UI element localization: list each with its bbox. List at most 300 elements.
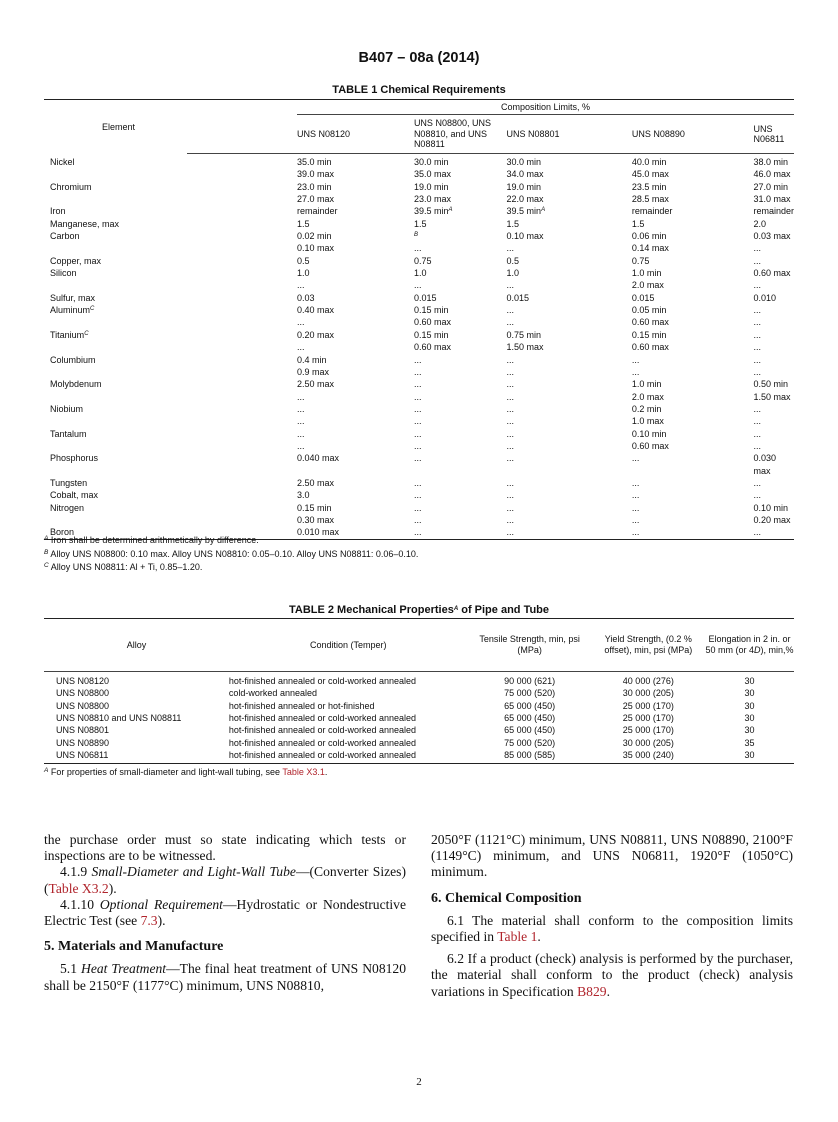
value: 0.60 max — [631, 317, 669, 328]
value: 0.10 min — [631, 428, 667, 439]
condition-cell: hot-finished annealed or cold-worked annealed — [228, 750, 417, 761]
table-row — [44, 292, 794, 304]
table-x3-1-link[interactable]: Table X3.1 — [282, 767, 325, 777]
yield-cell: 40 000 (276) — [622, 676, 674, 686]
composition-cell — [753, 230, 794, 255]
value: ... — [413, 391, 422, 402]
yield-column-header: Yield Strength, (0.2 % offset), min, psi (MPa) — [592, 619, 705, 672]
paragraph-text: —The final heat treatment of UNS N08120 shall be 2150°F (1177°C) minimum, UNS N08810, — [44, 961, 407, 993]
element-cell — [44, 452, 187, 477]
composition-cell — [632, 218, 754, 230]
composition-cell — [507, 489, 632, 501]
table-row — [44, 687, 794, 699]
table-row — [44, 230, 794, 255]
value: 0.60 max — [413, 317, 451, 328]
footnote-mark: C — [44, 562, 49, 569]
tensile-column-header: Tensile Strength, min, psi (MPa) — [468, 619, 592, 672]
yield-cell: 30 000 (205) — [622, 688, 674, 699]
value: ... — [506, 527, 515, 538]
value: 0.15 min — [413, 329, 449, 340]
section-heading: 5. Materials and Manufacture — [44, 939, 224, 955]
composition-cell — [507, 181, 632, 206]
value: 2.50 max — [296, 477, 335, 488]
paragraph-5-1 — [44, 961, 406, 993]
composition-cell — [414, 154, 507, 181]
value: ... — [506, 477, 515, 488]
composition-cell — [632, 477, 754, 489]
value: ... — [506, 243, 515, 254]
footnote-mark: B — [44, 548, 49, 556]
chemical-requirements-body — [44, 154, 794, 540]
value: 35.0 min — [296, 157, 332, 167]
composition-cell — [753, 304, 794, 329]
elongation-header-end: ), min,% — [760, 645, 794, 655]
element-cell — [44, 378, 187, 403]
footnote-mark: C — [90, 306, 95, 313]
element-name: Manganese, max — [50, 218, 120, 229]
value: ... — [506, 354, 515, 365]
composition-cell — [414, 403, 507, 428]
composition-cell — [753, 205, 794, 217]
paragraph-text: 6.2 If a product (check) analysis is performed by the purchaser, the material shall conform to the product (check) analysis variations in Specification — [431, 951, 793, 999]
value: ... — [631, 527, 640, 538]
table2-caption-suffix: of Pipe and Tube — [458, 604, 550, 616]
value: ... — [631, 514, 640, 525]
value: 0.015 — [506, 292, 530, 303]
value: ... — [296, 280, 305, 291]
composition-cell — [297, 205, 414, 217]
table-row — [44, 205, 794, 217]
value: 0.010 max — [296, 527, 340, 538]
value: 1.0 max — [631, 416, 664, 427]
footnote-mark: A — [448, 207, 453, 214]
value: 2.0 max — [631, 391, 664, 402]
table1-footnotes — [44, 533, 794, 574]
value: ... — [506, 366, 515, 377]
footnote-text: Alloy UNS N08811: Al + Ti, 0.85–1.20. — [50, 562, 203, 572]
value: 23.0 max — [413, 194, 451, 205]
value: 46.0 max — [753, 169, 791, 180]
element-name: Aluminum — [50, 305, 91, 316]
value: 0.015 — [631, 292, 655, 303]
table-row — [44, 700, 794, 712]
value: 38.0 min — [753, 157, 788, 167]
value: 0.75 min — [506, 329, 542, 340]
table-row — [44, 354, 794, 379]
right-column — [431, 832, 793, 1000]
alloy-cell: UNS N08890 — [56, 737, 110, 748]
value: 1.0 min — [631, 268, 662, 279]
composition-cell — [632, 154, 754, 181]
footnote — [44, 533, 794, 547]
value: 0.30 max — [296, 514, 335, 525]
condition-cell: hot-finished annealed or cold-worked annealed — [228, 713, 417, 724]
composition-cell — [414, 205, 507, 217]
value: ... — [413, 403, 422, 414]
value: 0.14 max — [631, 243, 669, 254]
table1-caption: TABLE 1 Chemical Requirements — [332, 84, 506, 96]
composition-cell — [753, 489, 794, 501]
value: 35.0 max — [413, 169, 451, 180]
table-row — [44, 329, 794, 354]
composition-cell — [297, 304, 414, 329]
table-1-link[interactable]: Table 1 — [497, 929, 538, 945]
composition-cell — [297, 354, 414, 379]
element-name: Tantalum — [50, 428, 87, 439]
value: ... — [753, 354, 761, 365]
value: 3.0 — [296, 490, 310, 501]
value: ... — [753, 329, 761, 340]
footnote — [44, 547, 794, 561]
condition-column-header: Condition (Temper) — [229, 619, 468, 672]
value: 0.4 min — [296, 354, 327, 365]
section-number: 4.1.10 — [60, 896, 100, 912]
value: 1.5 — [296, 218, 310, 229]
composition-cell — [414, 329, 507, 354]
element-cell — [44, 292, 187, 304]
table2-footnote — [44, 765, 794, 779]
section-title: Optional Requirement — [99, 896, 223, 912]
value: ... — [631, 453, 640, 464]
value: ... — [413, 354, 422, 365]
value: ... — [753, 243, 761, 254]
value: 0.015 — [413, 292, 437, 303]
composition-cell — [297, 452, 414, 477]
composition-cell — [507, 205, 632, 217]
value: 2.0 — [753, 218, 766, 229]
value: ... — [413, 243, 422, 254]
condition-cell: hot-finished annealed or hot-finished — [228, 700, 375, 711]
value: ... — [506, 280, 515, 291]
value: ... — [753, 440, 761, 451]
value: 0.50 min — [753, 379, 788, 390]
table-row — [44, 737, 794, 749]
element-name: Nitrogen — [50, 502, 85, 513]
paragraph-4-1-10 — [44, 897, 406, 929]
value: ... — [506, 514, 515, 525]
document-designation: B407 – 08a (2014) — [358, 50, 480, 66]
composition-cell — [632, 292, 754, 304]
value: ... — [506, 379, 515, 390]
table-row — [44, 749, 794, 764]
composition-cell — [753, 378, 794, 403]
value: ... — [413, 416, 422, 427]
paragraph-text: —Hydrostatic or Nondestructive Electric Test (see — [44, 896, 407, 929]
value: remainder — [753, 206, 794, 217]
composition-cell — [753, 154, 794, 181]
paragraph-end: . — [537, 929, 541, 945]
alloy-cell: UNS N08800 — [56, 688, 110, 699]
element-name: Chromium — [50, 181, 92, 192]
composition-cell — [414, 181, 507, 206]
value: 23.5 min — [631, 181, 667, 192]
value: 0.10 max — [506, 231, 544, 242]
element-name: Carbon — [50, 231, 80, 242]
value: 1.5 — [413, 218, 427, 229]
value: 0.030 max — [753, 453, 776, 476]
value: 0.5 — [296, 255, 310, 266]
value: ... — [413, 527, 422, 538]
section-heading: 6. Chemical Composition — [431, 890, 582, 906]
composition-cell — [632, 452, 754, 477]
composition-cell — [507, 230, 632, 255]
condition-cell: hot-finished annealed or cold-worked annealed — [228, 676, 417, 686]
value: ... — [506, 428, 515, 439]
value: ... — [296, 391, 305, 402]
composition-cell — [632, 267, 754, 292]
value: ... — [753, 342, 761, 353]
composition-cell — [414, 378, 507, 403]
table-row — [44, 304, 794, 329]
element-cell — [44, 489, 187, 501]
value: 2.0 max — [631, 280, 664, 291]
element-cell — [44, 502, 187, 527]
section-title: Heat Treatment — [81, 961, 167, 977]
elongation-column-header — [705, 619, 794, 672]
composition-cell — [632, 304, 754, 329]
footnote-mark: C — [84, 330, 89, 337]
value: 30.0 min — [413, 157, 449, 167]
elongation-cell: 30 — [744, 688, 755, 699]
value: 0.40 max — [296, 305, 335, 316]
alloy-column-header: UNS N08120 — [297, 115, 414, 154]
value: 0.03 — [296, 292, 315, 303]
composition-cell — [507, 304, 632, 329]
composition-cell — [414, 230, 507, 255]
composition-cell — [632, 181, 754, 206]
composition-cell — [632, 378, 754, 403]
value: 0.06 min — [631, 231, 667, 242]
value: 27.0 min — [753, 181, 788, 192]
value: ... — [296, 317, 305, 328]
paragraph-6-2 — [431, 951, 793, 1000]
elongation-header-text: Elongation in 2 in. or 50 mm (or 4 — [705, 634, 791, 655]
composition-cell — [297, 329, 414, 354]
elongation-cell: 30 — [744, 713, 755, 724]
tensile-cell: 65 000 (450) — [504, 725, 556, 736]
tensile-cell: 65 000 (450) — [504, 700, 556, 711]
value: 0.20 max — [753, 514, 791, 525]
tensile-cell: 65 000 (450) — [504, 713, 556, 724]
value: 19.0 min — [413, 181, 449, 192]
table-row — [44, 489, 794, 501]
alloy-column-header: Alloy — [44, 619, 229, 672]
value: 39.5 min — [506, 206, 542, 217]
section-7-3-link[interactable]: 7.3 — [140, 913, 158, 929]
page-number: 2 — [416, 1076, 422, 1088]
composition-cell — [297, 181, 414, 206]
element-name: Silicon — [50, 268, 77, 279]
value: ... — [753, 255, 761, 266]
value: ... — [753, 477, 761, 488]
value: ... — [413, 280, 422, 291]
b829-link[interactable]: B829 — [577, 983, 607, 999]
value: 0.10 max — [296, 243, 335, 254]
composition-cell — [753, 403, 794, 428]
value: 0.60 max — [631, 440, 669, 451]
elongation-header-d: D — [753, 645, 761, 655]
element-column-header: Element — [102, 121, 136, 132]
value: 0.75 — [631, 255, 650, 266]
value: ... — [413, 366, 422, 377]
value: ... — [296, 428, 305, 439]
value: ... — [413, 477, 422, 488]
footnote-mark: A — [44, 767, 49, 774]
composition-cell — [414, 489, 507, 501]
elongation-cell: 30 — [744, 700, 755, 711]
element-name: Iron — [50, 206, 66, 217]
value: ... — [413, 379, 422, 390]
section-number: 5.1 — [60, 961, 81, 977]
composition-cell — [507, 292, 632, 304]
composition-cell — [753, 255, 794, 267]
value: ... — [631, 354, 640, 365]
table-x3-2-link[interactable]: Table X3.2 — [48, 880, 109, 896]
footnote-text: For properties of small-diameter and light-wall tubing, see — [50, 767, 283, 777]
value: 1.50 max — [506, 342, 544, 353]
value: 39.0 max — [296, 169, 335, 180]
element-cell — [44, 428, 187, 453]
value: 0.02 min — [296, 231, 332, 242]
composition-cell — [632, 230, 754, 255]
composition-cell — [753, 477, 794, 489]
value: ... — [753, 416, 761, 427]
composition-cell — [414, 292, 507, 304]
value: ... — [296, 440, 305, 451]
composition-cell — [297, 378, 414, 403]
elongation-cell: 30 — [744, 676, 755, 686]
value: ... — [753, 403, 761, 414]
composition-cell — [753, 181, 794, 206]
value: ... — [631, 490, 640, 501]
value: remainder — [296, 206, 338, 217]
element-name: Titanium — [50, 329, 85, 340]
value: ... — [506, 416, 515, 427]
value: 1.0 — [413, 268, 427, 279]
paragraph-text: —(Converter Sizes) ( — [44, 864, 406, 896]
value: ... — [506, 490, 515, 501]
value: ... — [413, 440, 422, 451]
left-column — [44, 832, 406, 994]
composition-cell — [632, 502, 754, 527]
tensile-cell: 85 000 (585) — [504, 750, 556, 761]
value: 45.0 max — [631, 169, 669, 180]
element-name: Columbium — [50, 354, 96, 365]
paragraph-text: 6.1 The material shall conform to the composition limits specified in — [431, 912, 793, 945]
value: 2.50 max — [296, 379, 335, 390]
paragraph-4-1-9 — [44, 864, 406, 896]
value: ... — [296, 416, 305, 427]
footnote-end: . — [324, 767, 328, 777]
value: 0.60 max — [413, 342, 451, 353]
tensile-cell: 75 000 (520) — [504, 737, 556, 748]
alloy-column-header: UNS N06811 — [753, 115, 794, 154]
value: ... — [506, 305, 515, 316]
value: 39.5 min — [413, 206, 449, 217]
composition-cell — [632, 329, 754, 354]
value: 0.5 — [506, 255, 520, 266]
composition-cell — [297, 218, 414, 230]
value: 1.50 max — [753, 391, 791, 402]
mechanical-properties-table — [44, 618, 794, 764]
value: ... — [506, 440, 515, 451]
value: 0.03 max — [753, 231, 791, 242]
composition-cell — [753, 267, 794, 292]
composition-cell — [414, 452, 507, 477]
element-name: Cobalt, max — [50, 490, 99, 501]
table2-caption-mark: A — [453, 606, 459, 612]
value: 34.0 max — [506, 169, 544, 180]
composition-cell — [632, 255, 754, 267]
value: 0.2 min — [631, 403, 662, 414]
element-cell — [44, 267, 187, 292]
paragraph-end: . — [606, 983, 610, 999]
composition-cell — [632, 205, 754, 217]
value: ... — [506, 403, 515, 414]
paragraph-end: ). — [157, 913, 166, 929]
element-name: Niobium — [50, 403, 84, 414]
composition-cell — [297, 477, 414, 489]
alloy-cell: UNS N08810 and UNS N08811 — [56, 713, 182, 724]
mechanical-properties-body — [44, 672, 794, 764]
value: ... — [631, 477, 640, 488]
yield-cell: 35 000 (240) — [622, 750, 674, 761]
composition-cell — [753, 218, 794, 230]
element-name: Copper, max — [50, 255, 102, 266]
element-cell — [44, 255, 187, 267]
value: ... — [753, 428, 761, 439]
paragraph-end: ). — [108, 880, 117, 896]
composition-cell — [414, 218, 507, 230]
composition-cell — [507, 502, 632, 527]
table-row — [44, 181, 794, 206]
alloy-cell: UNS N08120 — [56, 676, 110, 686]
value: ... — [506, 391, 515, 402]
value: 0.10 min — [753, 502, 788, 513]
value: 31.0 max — [753, 194, 791, 205]
table-row — [44, 403, 794, 428]
composition-cell — [297, 502, 414, 527]
condition-cell: hot-finished annealed or cold-worked annealed — [228, 737, 417, 748]
tensile-cell: 75 000 (520) — [504, 688, 556, 699]
element-cell — [44, 329, 187, 354]
alloy-column-header: UNS N08801 — [507, 115, 632, 154]
composition-cell — [507, 452, 632, 477]
composition-cell — [507, 267, 632, 292]
element-cell — [44, 218, 187, 230]
composition-limits-header: Composition Limits, % — [297, 100, 794, 115]
composition-cell — [297, 267, 414, 292]
composition-cell — [414, 267, 507, 292]
table-row — [44, 218, 794, 230]
composition-cell — [414, 354, 507, 379]
composition-cell — [632, 428, 754, 453]
section-number: 4.1.9 — [60, 864, 92, 880]
composition-cell — [507, 378, 632, 403]
composition-cell — [414, 255, 507, 267]
table-row — [44, 672, 794, 688]
composition-cell — [414, 477, 507, 489]
tensile-cell: 90 000 (621) — [504, 676, 556, 686]
table-row — [44, 154, 794, 181]
value: ... — [413, 490, 422, 501]
section-title: Small-Diameter and Light-Wall Tube — [91, 864, 296, 880]
composition-cell — [632, 354, 754, 379]
table-row — [44, 378, 794, 403]
composition-cell — [297, 230, 414, 255]
element-cell — [44, 205, 187, 217]
paragraph: 2050°F (1121°C) minimum, UNS N08811, UNS N08890, 2100°F (1149°C) minimum, and UNS N06811, 1920°F (1050°C) minimum. — [431, 832, 793, 880]
